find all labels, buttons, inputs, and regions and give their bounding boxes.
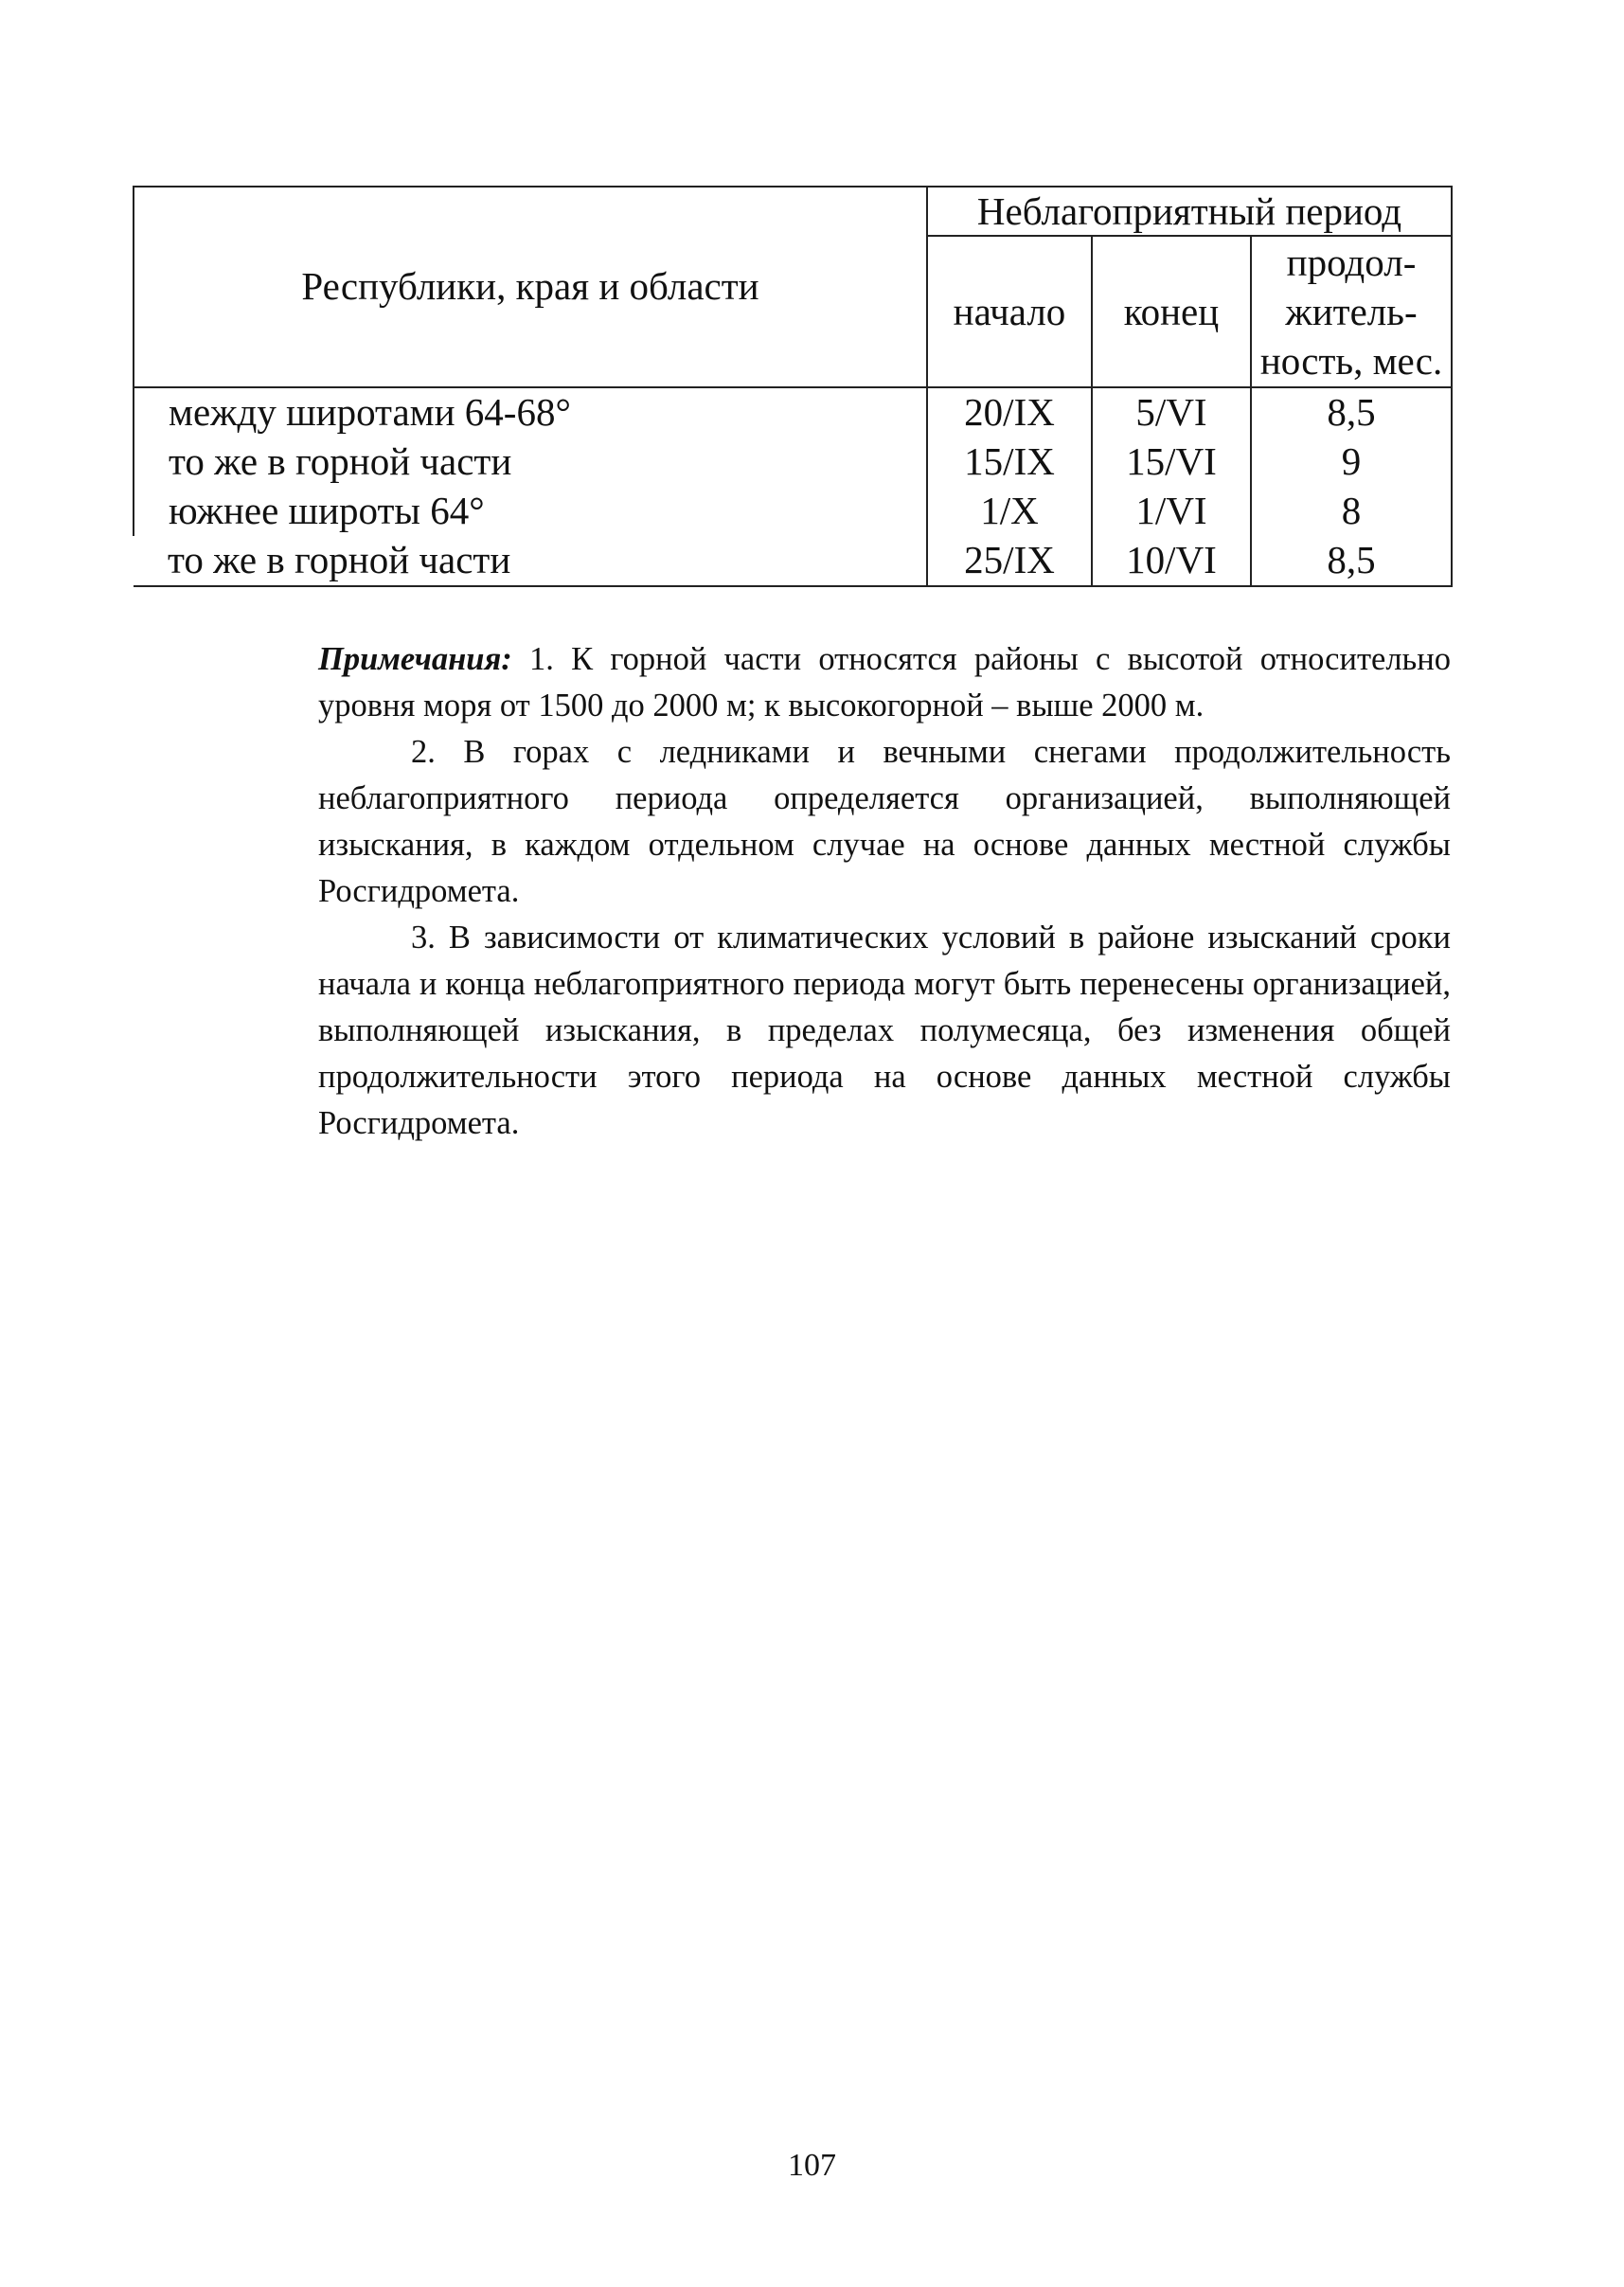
cell-region: то же в горной части [134,536,927,586]
notes-section [220,636,1451,1147]
cell-end: 1/VI [1092,487,1251,536]
page-number: 107 [788,2148,836,2183]
cell-end: 15/VI [1092,438,1251,487]
cell-start: 20/IX [927,387,1092,438]
table-row [134,438,1452,487]
cell-start: 15/IX [927,438,1092,487]
header-unfavorable-period: Неблагоприятный период [927,187,1452,236]
table-row [134,536,1452,586]
header-region: Республики, края и области [134,187,927,387]
cell-duration: 8,5 [1251,387,1452,438]
cell-region: южнее широты 64° [134,487,927,536]
cell-end: 5/VI [1092,387,1251,438]
table-row [134,387,1452,438]
header-start: начало [927,236,1092,387]
header-duration-line: продол- [1286,241,1417,285]
header-duration [1251,236,1452,387]
note-2: 2. В горах с ледниками и вечными снегами продолжительность неблагоприятного периода определяется организацией, выполняющей изыскания, в каждом отдельном случае на основе данных местной службы Росгидромета. [318,734,1451,909]
note-1-text: 1. К горной части относятся районы с высотой относительно уровня моря от 1500 до 2000 м; к высокогорной – выше 2000 м. [318,641,1452,724]
cell-end: 10/VI [1092,536,1251,586]
header-duration-line: житель- [1285,290,1418,334]
cell-start: 25/IX [927,536,1092,586]
table-row [134,487,1452,536]
header-duration-line: ность, мес. [1259,339,1443,384]
cell-start: 1/X [927,487,1092,536]
note-3: 3. В зависимости от климатических условий в районе изысканий сроки начала и конца неблагоприятного периода могут быть перенесены организацией, выполняющей изыскания, в пределах полумесяца, без изменения общей продолжительности этого периода на основе данных местной службы Росгидромета. [318,920,1451,1141]
cell-region: то же в горной части [134,438,927,487]
notes-label: Примечания: [318,641,512,677]
cell-duration: 9 [1251,438,1452,487]
cell-region: между широтами 64-68° [134,387,927,438]
cell-duration: 8 [1251,487,1452,536]
header-end: конец [1092,236,1251,387]
unfavorable-period-table [133,186,1453,587]
cell-duration: 8,5 [1251,536,1452,586]
note-1 [220,636,1451,729]
